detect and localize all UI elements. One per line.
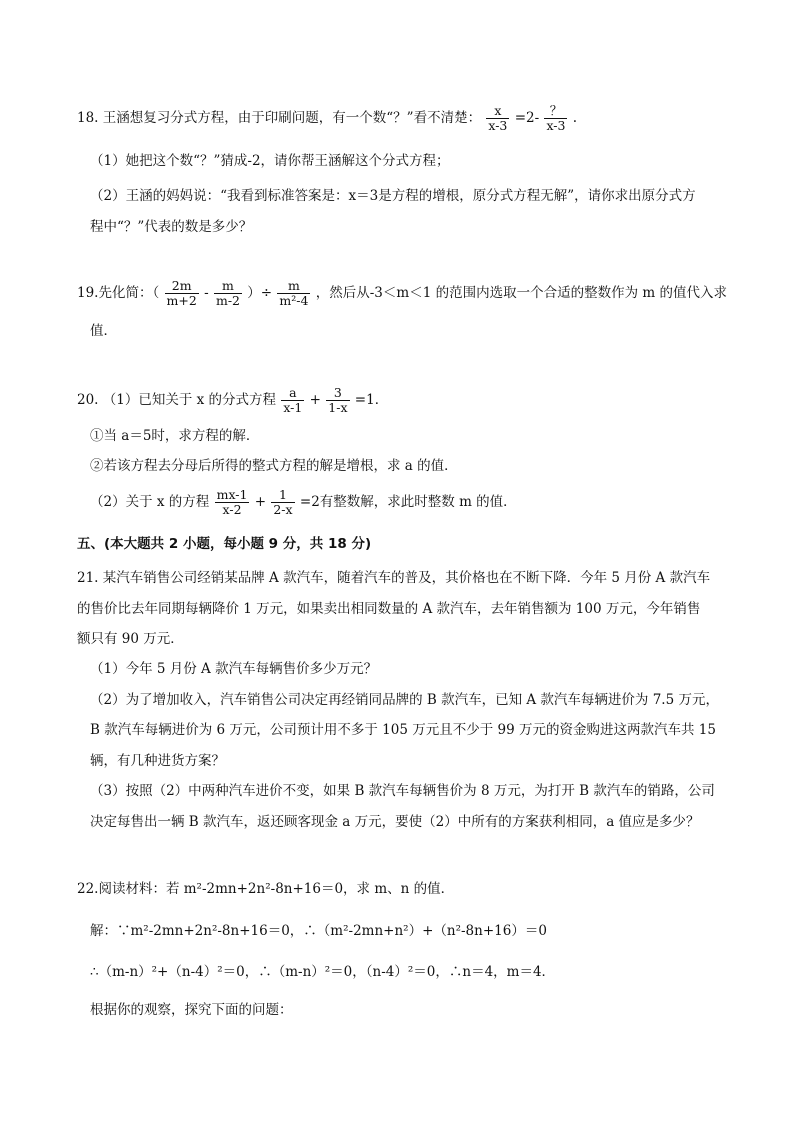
q18-period: . [572, 110, 578, 126]
q19-rest: ，然后从-3＜m＜1 的范围内选取一个合适的整数作为 m 的值代入求 [315, 285, 727, 301]
q18-part1: （1）她把这个数“？”猜成-2，请你帮王涵解这个分式方程； [90, 153, 450, 169]
q22-line2: 解：∵m²-2mn+2n²-8n+16＝0，∴（m²-2mn+n²）+（n²-8n+16）＝0 [90, 923, 547, 939]
q19-fraction-3 [277, 279, 310, 308]
q21-line2: 的售价比去年同期每辆降价 1 万元，如果卖出相同数量的 A 款汽车，去年销售额为 100 万元，今年销售 [77, 601, 701, 617]
q20-fraction-1 [281, 386, 304, 415]
q18-fraction-left [486, 104, 509, 133]
q20-fraction-2-denominator: 1-x [328, 400, 348, 415]
q21-line5: （2）为了增加收入，汽车销售公司决定再经销同品牌的 B 款汽车，已知 A 款汽车每辆进价为 7.5 万元， [90, 692, 719, 708]
q22-line3: ∴（m-n）²+（n-4）²＝0，∴（m-n）²＝0，（n-4）²＝0，∴n＝4，m＝4． [90, 964, 556, 980]
q20-part2-plus: + [254, 494, 267, 510]
q22-line4: 根据你的观察，探究下面的问题： [90, 1002, 293, 1018]
q21-line6: B 款汽车每辆进价为 6 万元，公司预计用不多于 105 万元且不少于 99 万元的资金购进这两款汽车共 15 [90, 722, 716, 738]
q19-fraction-1-denominator: m+2 [166, 293, 197, 308]
q20-part2-fraction-1 [215, 488, 250, 517]
q21-line3: 额只有 90 万元． [77, 631, 184, 647]
q20-case1: ①当 a＝5时，求方程的解． [90, 428, 260, 444]
q18-intro: 18. 王涵想复习分式方程，由于印刷问题，有一个数“？”看不清楚： [77, 110, 482, 126]
q21-line8: （3）按照（2）中两种汽车进价不变，如果 B 款汽车每辆售价为 8 万元，为打开 B 款汽车的销路，公司 [90, 783, 715, 799]
q19-fraction-2-numerator: m [214, 279, 242, 294]
q18-fraction-right [544, 104, 567, 133]
q20-tail: =1． [354, 392, 389, 408]
q19-fraction-2-denominator: m-2 [215, 293, 240, 308]
q18-part2-line1: （2）王涵的妈妈说：“我看到标准答案是：x＝3是方程的增根，原分式方程无解”，请你求出原分式方 [90, 188, 696, 204]
section-5-heading: 五、(本大题共 2 小题，每小题 9 分，共 18 分) [77, 536, 372, 552]
q20-plus: + [309, 392, 321, 408]
q21-line4: （1）今年 5 月份 A 款汽车每辆售价多少万元？ [90, 661, 378, 677]
q21-line9: 决定每售出一辆 B 款汽车，返还顾客现金 a 万元，要使（2）中所有的方案获利相同，a 值应是多少？ [90, 814, 700, 830]
q19-minus: - [204, 285, 209, 301]
q18-line1 [77, 104, 577, 133]
q20-fraction-1-denominator: x-1 [283, 400, 303, 415]
q20-fraction-2 [326, 386, 349, 415]
q20-case2: ②若该方程去分母后所得的整式方程的解是增根，求 a 的值． [90, 458, 458, 474]
q20-part2-lead: （2）关于 x 的方程 [90, 494, 210, 510]
q20-part2-fraction-2-denominator: 2-x [273, 502, 293, 517]
q20-part2-fraction-1-numerator: mx-1 [216, 487, 248, 502]
q20-part2-fraction-2 [271, 488, 294, 517]
q22-line1: 22.阅读材料：若 m²-2mn+2n²-8n+16＝0，求 m、n 的值． [77, 881, 455, 897]
q20-part2-tail: =2有整数解，求此时整数 m 的值． [299, 494, 517, 510]
q20-part2-fraction-1-denominator: x-2 [222, 502, 242, 517]
q19-fraction-2 [214, 279, 242, 308]
q19-fraction-3-numerator: m [277, 279, 310, 294]
q19-fraction-1 [165, 279, 199, 308]
q20-part2-fraction-2-numerator: 1 [271, 488, 294, 503]
q19-lead: 19.先化简：（ [77, 285, 160, 301]
q20-fraction-2-numerator: 3 [326, 386, 349, 401]
q19-line1 [77, 279, 727, 308]
q20-lead: 20. （1）已知关于 x 的分式方程 [77, 392, 277, 408]
q19-line2: 值． [90, 323, 117, 339]
q20-fraction-1-numerator: a [281, 386, 304, 401]
q21-line1: 21. 某汽车销售公司经销某品牌 A 款汽车，随着汽车的普及，其价格也在不断下降．今年 5 月份 A 款汽车 [77, 570, 711, 586]
q18-fraction-right-denominator: x-3 [546, 118, 566, 133]
q19-fraction-1-numerator: 2m [165, 279, 199, 294]
q20-part2 [90, 488, 517, 517]
q21-line7: 辆，有几种进货方案？ [90, 753, 225, 769]
q19-fraction-3-denominator: m²-4 [279, 293, 309, 308]
q20-line1 [77, 386, 388, 415]
q18-fraction-right-numerator: ？ [544, 104, 567, 119]
q18-fraction-left-numerator: x [486, 104, 509, 119]
q18-fraction-left-denominator: x-3 [488, 118, 508, 133]
q18-part2-line2: 程中“？”代表的数是多少？ [90, 219, 253, 235]
q19-close-divide: ）÷ [247, 285, 273, 301]
q18-equals: =2- [514, 110, 540, 126]
